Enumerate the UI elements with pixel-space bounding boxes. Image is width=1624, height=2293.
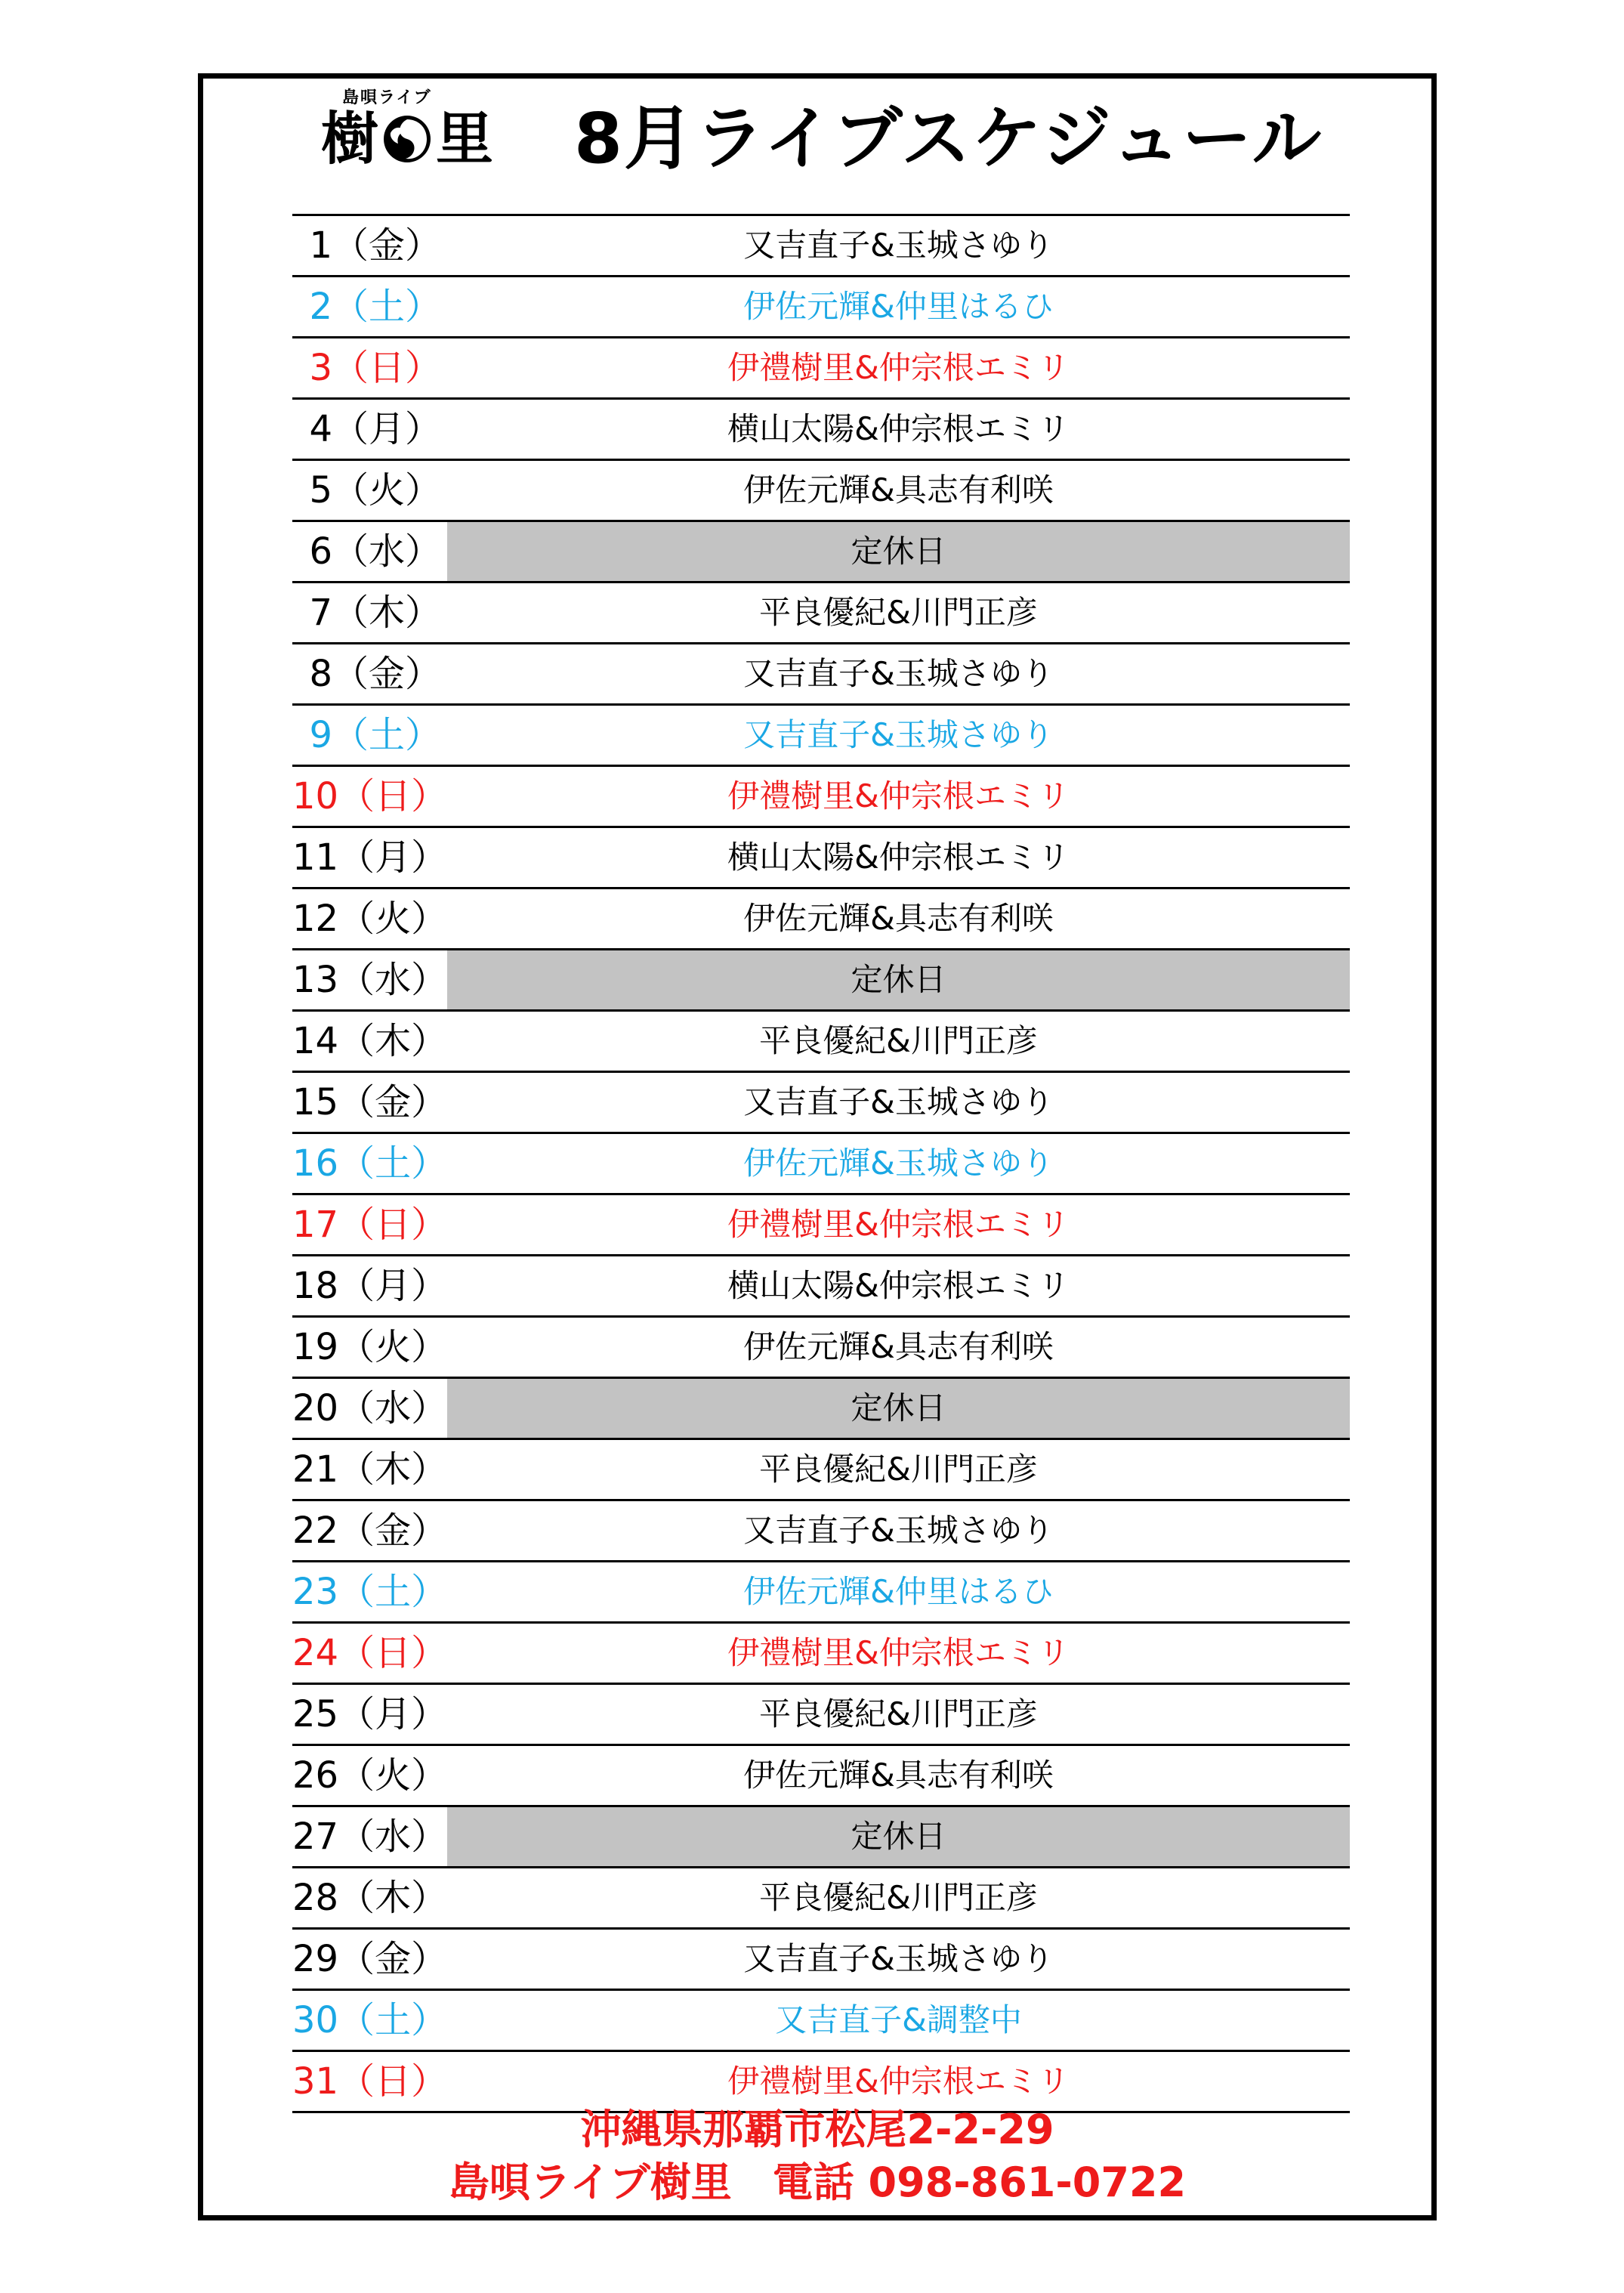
schedule-row [292, 1991, 1350, 2052]
schedule-performers: 平良優紀&川門正彦 [759, 1022, 1038, 1059]
schedule-row [292, 950, 1350, 1012]
schedule-performers: 伊佐元輝&具志有利咲 [743, 1757, 1054, 1794]
schedule-day: 26（火） [292, 1754, 448, 1797]
schedule-row [292, 1318, 1350, 1379]
schedule-row [292, 1807, 1350, 1868]
closed-day-label: 定休日 [447, 1807, 1350, 1866]
schedule-performers: 又吉直子&玉城さゆり [743, 1940, 1054, 1977]
schedule-day: 22（金） [292, 1510, 448, 1552]
schedule-day: 29（金） [292, 1938, 448, 1980]
schedule-performers: 又吉直子&調整中 [775, 2001, 1022, 2038]
schedule-day: 5（火） [309, 469, 441, 511]
schedule-performers: 伊禮樹里&仲宗根エミリ [727, 777, 1070, 814]
schedule-row [292, 1501, 1350, 1562]
logo-wordmark [321, 105, 493, 172]
schedule-day: 23（土） [292, 1571, 448, 1613]
schedule-performers: 平良優紀&川門正彦 [759, 594, 1038, 631]
schedule-row [292, 889, 1350, 950]
schedule-performers: 伊佐元輝&仲里はるひ [743, 288, 1054, 325]
schedule-row [292, 1624, 1350, 1685]
schedule-day: 18（月） [292, 1265, 448, 1307]
schedule-performers: 横山太陽&仲宗根エミリ [727, 410, 1070, 447]
schedule-day: 9（土） [309, 714, 441, 756]
schedule-row [292, 828, 1350, 889]
schedule-row [292, 1562, 1350, 1624]
schedule-day: 31（日） [292, 2060, 448, 2103]
schedule-performers: 伊禮樹里&仲宗根エミリ [727, 1634, 1070, 1671]
schedule-row [292, 2052, 1350, 2113]
schedule-row [292, 1440, 1350, 1501]
schedule-row [292, 522, 1350, 583]
schedule-row [292, 400, 1350, 461]
schedule-day: 21（木） [292, 1448, 448, 1491]
schedule-performers: 横山太陽&仲宗根エミリ [727, 839, 1070, 876]
schedule-row [292, 1195, 1350, 1256]
schedule-day: 2（土） [309, 286, 441, 328]
schedule-performers: 伊佐元輝&具志有利咲 [743, 900, 1054, 937]
schedule-day: 14（木） [292, 1020, 448, 1062]
schedule-row [292, 767, 1350, 828]
schedule-day: 15（金） [292, 1081, 448, 1123]
schedule-performers: 横山太陽&仲宗根エミリ [727, 1267, 1070, 1304]
venue-contact: 島唄ライブ樹里 電話 098-861-0722 [448, 2159, 1187, 2206]
schedule-day: 17（日） [292, 1204, 448, 1246]
schedule-row [292, 461, 1350, 522]
closed-day-label: 定休日 [447, 522, 1350, 581]
tomoe-icon [381, 113, 433, 165]
venue-address: 沖縄県那覇市松尾2-2-29 [580, 2106, 1054, 2153]
schedule-day: 28（木） [292, 1877, 448, 1919]
schedule-day: 10（日） [292, 775, 448, 817]
closed-day-label: 定休日 [447, 1379, 1350, 1438]
schedule-row [292, 1746, 1350, 1807]
schedule-row [292, 644, 1350, 706]
schedule-day: 11（月） [292, 836, 448, 879]
schedule-performers: 又吉直子&玉城さゆり [743, 1512, 1054, 1549]
schedule-day: 3（日） [309, 347, 441, 389]
schedule-performers: 伊禮樹里&仲宗根エミリ [727, 349, 1070, 386]
schedule-day: 25（月） [292, 1693, 448, 1735]
schedule-row [292, 338, 1350, 400]
schedule-day: 6（水） [309, 530, 441, 573]
schedule-row [292, 1256, 1350, 1318]
schedule-row [292, 1930, 1350, 1991]
schedule-day: 16（土） [292, 1142, 448, 1185]
schedule-day: 20（水） [292, 1387, 448, 1429]
schedule-row [292, 1379, 1350, 1440]
logo-char-left: 樹 [321, 105, 378, 172]
schedule-day: 7（木） [309, 592, 441, 634]
schedule-performers: 又吉直子&玉城さゆり [743, 1083, 1054, 1120]
schedule-row [292, 277, 1350, 338]
schedule-performers: 伊佐元輝&仲里はるひ [743, 1573, 1054, 1610]
schedule-performers: 又吉直子&玉城さゆり [743, 655, 1054, 692]
schedule-performers: 伊佐元輝&玉城さゆり [743, 1145, 1054, 1182]
page-title: 8月ライブスケジュール [574, 98, 1323, 179]
schedule-performers: 平良優紀&川門正彦 [759, 1451, 1038, 1488]
schedule-row [292, 1868, 1350, 1930]
schedule-performers: 平良優紀&川門正彦 [759, 1695, 1038, 1732]
schedule-row [292, 1134, 1350, 1195]
logo-char-right: 里 [436, 105, 493, 172]
schedule-performers: 伊禮樹里&仲宗根エミリ [727, 2063, 1070, 2100]
schedule-table [292, 214, 1350, 2113]
schedule-row [292, 583, 1350, 644]
schedule-day: 8（金） [309, 653, 441, 695]
schedule-day: 24（日） [292, 1632, 448, 1674]
schedule-day: 27（水） [292, 1816, 448, 1858]
schedule-performers: 平良優紀&川門正彦 [759, 1879, 1038, 1916]
schedule-row [292, 706, 1350, 767]
schedule-row [292, 1073, 1350, 1134]
schedule-day: 19（火） [292, 1326, 448, 1368]
schedule-row [292, 214, 1350, 277]
schedule-row [292, 1685, 1350, 1746]
schedule-performers: 又吉直子&玉城さゆり [743, 716, 1054, 753]
closed-day-label: 定休日 [447, 950, 1350, 1009]
schedule-performers: 伊佐元輝&具志有利咲 [743, 471, 1054, 508]
schedule-performers: 伊禮樹里&仲宗根エミリ [727, 1206, 1070, 1243]
schedule-performers: 伊佐元輝&具志有利咲 [743, 1328, 1054, 1365]
schedule-day: 30（土） [292, 1999, 448, 2041]
schedule-day: 1（金） [309, 224, 441, 267]
schedule-row [292, 1012, 1350, 1073]
venue-logo [321, 83, 517, 189]
schedule-performers: 又吉直子&玉城さゆり [743, 227, 1054, 264]
logo-subtitle: 島唄ライブ [342, 88, 432, 107]
schedule-day: 13（水） [292, 959, 448, 1001]
schedule-day: 4（月） [309, 408, 441, 450]
schedule-day: 12（火） [292, 898, 448, 940]
